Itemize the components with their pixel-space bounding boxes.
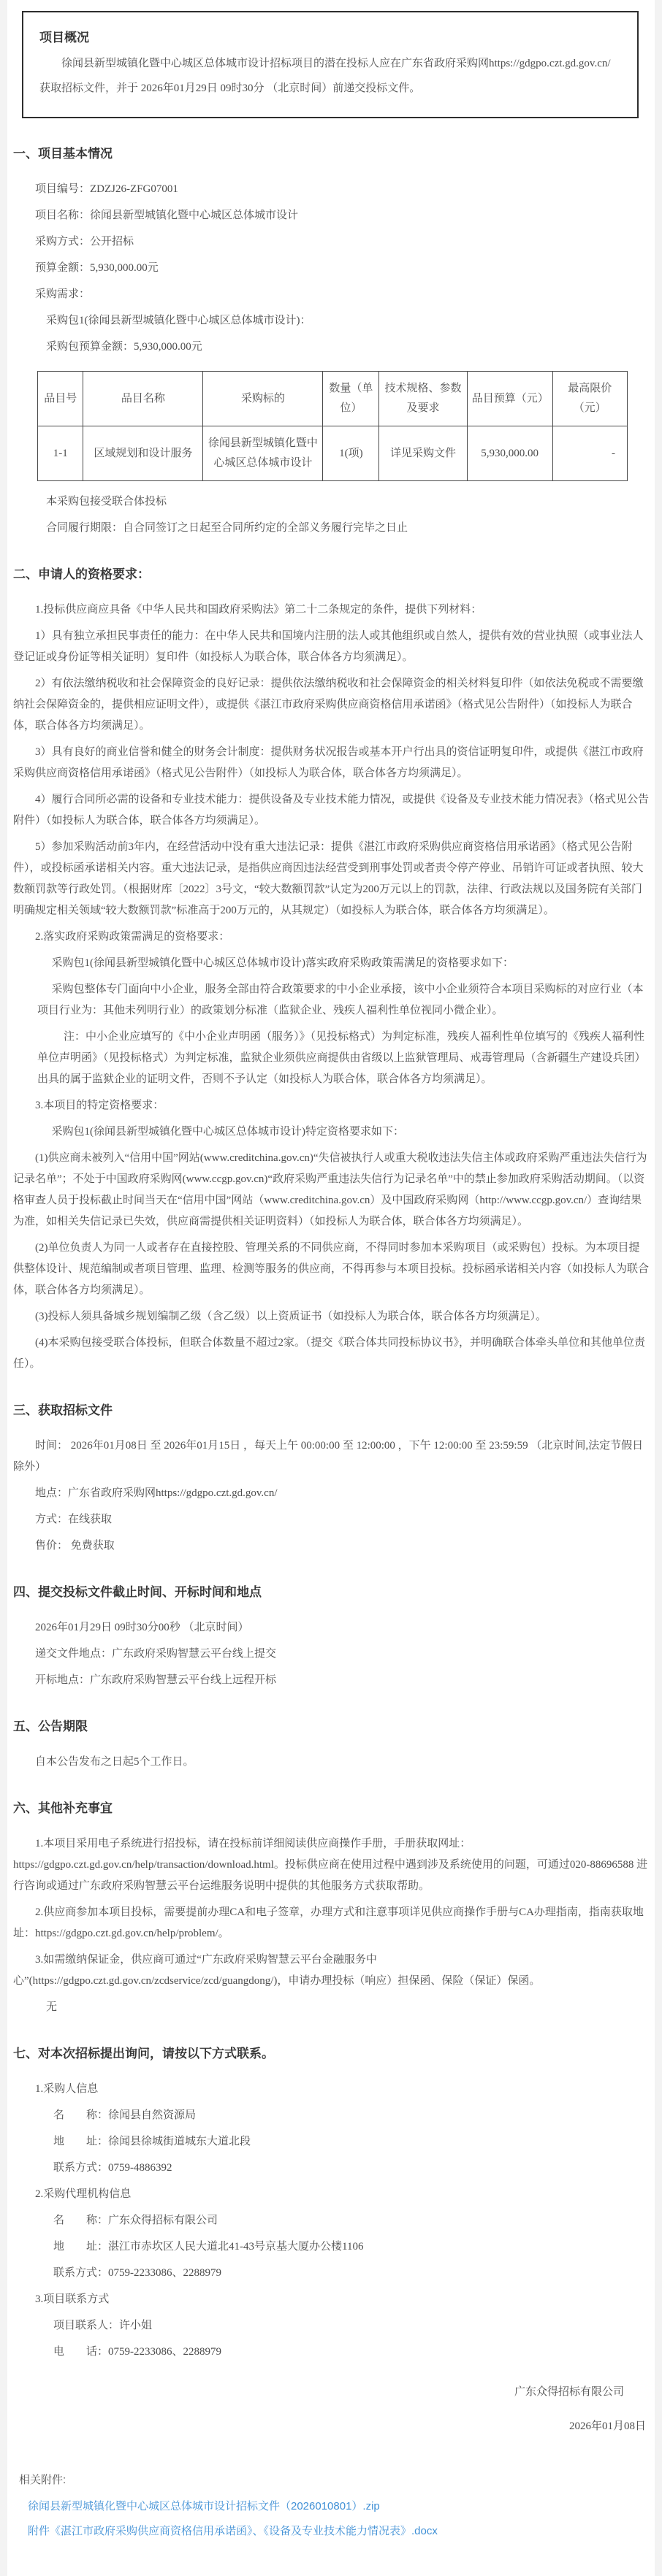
header-item-name: 品目名称 <box>83 372 203 426</box>
cell-quantity: 1(项) <box>323 426 379 481</box>
project-number-line <box>13 179 649 200</box>
procurement-demand-label: 采购需求： <box>35 288 91 300</box>
supplement-para: 3.如需缴纳保证金，供应商可通过“广东政府采购智慧云平台金融服务中心”(https://gdgpo.czt.gd.gov.cn/zcdservice/zcd/guangdong/)，申请办理投标（响应）担保函、保险（保证）保函。 <box>13 1954 541 1987</box>
qualification-note: 注：中小企业应填写的《中小企业声明函（服务）》（见投标格式）为判定标准，残疾人福利性单位填写的《残疾人福利性单位声明函》（见投标格式）为判定标准，监狱企业须供应商提供由省级以上监狱管理局、戒毒管理局（含新疆生产建设兵团）出具的属于监狱企业的证明文件，否则不予认定（如投标人为联合体，联合体各方均须满足）。 <box>37 1031 646 1085</box>
supplement-para: 2.供应商参加本项目投标，需要提前办理CA和电子签章，办理方式和注意事项详见供应商操作手册与CA办理指南，指南获取地址：https://gdgpo.czt.gd.gov.cn/help/problem/。 <box>13 1906 644 1939</box>
section-3-heading: 三、获取招标文件 <box>13 1403 113 1417</box>
signature-agency: 广东众得招标有限公司 <box>514 2386 624 2398</box>
agency-name-line: 名 称：广东众得招标有限公司 <box>53 2215 218 2226</box>
attachment-link-docx[interactable]: 附件《湛江市政府采购供应商资格信用承诺函》、《设备及专业技术能力情况表》.docx <box>28 2525 438 2537</box>
table-row <box>38 426 628 481</box>
header-tech-spec: 技术规格、参数及要求 <box>379 372 467 426</box>
budget-amount-label: 预算金额： <box>35 262 91 274</box>
cell-max-price: - <box>552 426 627 481</box>
attachment-link-zip[interactable]: 徐闻县新型城镇化暨中心城区总体城市设计招标文件（2026010801）.zip <box>28 2500 380 2512</box>
header-item-budget: 品目预算（元） <box>467 372 552 426</box>
agency-phone-line: 联系方式：0759-2233086、2288979 <box>53 2267 221 2279</box>
header-procurement-target: 采购标的 <box>203 372 323 426</box>
deadline-line: 2026年01月29日 09时30分00秒 （北京时间） <box>35 1622 249 1633</box>
qualification-para: 采购包1(徐闻县新型城镇化暨中心城区总体城市设计)落实政府采购政策需满足的资格要求如下： <box>51 957 514 969</box>
project-contact-title: 3.项目联系方式 <box>35 2293 110 2305</box>
project-contact-phone-line: 电 话：0759-2233086、2288979 <box>53 2346 221 2358</box>
purchaser-name-line: 名 称：徐闻县自然资源局 <box>53 2109 197 2121</box>
procurement-method-label: 采购方式： <box>35 236 91 248</box>
supplement-para: 1.本项目采用电子系统进行招投标，请在投标前详细阅读供应商操作手册，手册获取网址：https://gdgpo.czt.gd.gov.cn/help/transaction/download.html。投标供应商在使用过程中遇到涉及系统使用的问题，可通过020-88696588 进行咨询或通过广东政府采购智慧云平台运维服务说明中提供的其他服务方式获取帮助。 <box>13 1838 648 1892</box>
doc-obtain-method-line: 方式：在线获取 <box>35 1514 113 1525</box>
qualification-para: 2.落实政府采购政策需满足的资格要求： <box>35 931 230 943</box>
project-contact-person-line: 项目联系人：许小姐 <box>53 2320 153 2331</box>
project-name-value: 徐闻县新型城镇化暨中心城区总体城市设计 <box>90 210 299 221</box>
qualification-para: 3）具有良好的商业信誉和健全的财务会计制度：提供财务状况报告或基本开户行出具的资信证明复印件，或提供《湛江市政府采购供应商资格信用承诺函》（格式见公告附件）（如投标人为联合体，联合体各方均须满足）。 <box>13 746 644 779</box>
announcement-document <box>7 0 655 2576</box>
section-4-heading: 四、提交投标文件截止时间、开标时间和地点 <box>13 1585 262 1599</box>
accept-joint-bid-line: 本采购包接受联合体投标 <box>46 496 167 507</box>
procurement-demand-line <box>13 284 649 305</box>
procurement-items-table <box>37 371 628 481</box>
agency-address-line: 地 址：湛江市赤坎区人民大道北41-43号京基大厦办公楼1106 <box>53 2241 364 2253</box>
purchaser-phone-line: 联系方式：0759-4886392 <box>53 2162 172 2174</box>
overview-title: 项目概况 <box>39 31 89 45</box>
cell-item-budget: 5,930,000.00 <box>467 426 552 481</box>
cell-item-name: 区域规划和设计服务 <box>83 426 203 481</box>
signature-date: 2026年01月08日 <box>568 2420 646 2432</box>
project-number-value: ZDZJ26-ZFG07001 <box>90 183 178 195</box>
qualification-para: 2）有依法缴纳税收和社会保障资金的良好记录：提供依法缴纳税收和社会保障资金的相关材料复印件（如依法免税或不需要缴纳社会保障资金的，提供相应证明文件），或提供《湛江市政府采购供应商资格信用承诺函》（格式见公告附件）（如投标人为联合体，联合体各方均须满足）。 <box>13 678 644 732</box>
qualification-para: 1）具有独立承担民事责任的能力：在中华人民共和国境内注册的法人或其他组织或自然人，提供有效的营业执照（或事业法人登记证或身份证等相关证明）复印件（如投标人为联合体，联合体各方均须满足）。 <box>13 630 644 663</box>
project-name-label: 项目名称： <box>35 210 91 221</box>
qualification-para: 3.本项目的特定资格要求： <box>35 1100 164 1111</box>
cell-item-no: 1-1 <box>38 426 83 481</box>
package-budget-label: 采购包预算金额： <box>46 341 134 353</box>
doc-obtain-price-line: 售价： 免费获取 <box>35 1540 115 1552</box>
package-line: 采购包1(徐闻县新型城镇化暨中心城区总体城市设计)： <box>46 315 311 326</box>
header-item-no: 品目号 <box>38 372 83 426</box>
purchaser-info-title: 1.采购人信息 <box>35 2083 99 2095</box>
contract-term-line: 合同履行期限：自合同签订之日起至合同所约定的全部义务履行完毕之日止 <box>46 522 408 534</box>
doc-obtain-time-line: 时间： 2026年01月08日 至 2026年01月15日 ，每天上午 00:00:00 至 12:00:00 ，下午 12:00:00 至 23:59:59 （北京时间,法定节假日除外） <box>13 1440 644 1473</box>
budget-amount-value: 5,930,000.00元 <box>90 262 159 274</box>
project-number-label: 项目编号： <box>35 183 91 195</box>
qualification-para: (3)投标人须具备城乡规划编制乙级（含乙级）以上资质证书（如投标人为联合体，联合体各方均须满足）。 <box>35 1311 547 1322</box>
agency-info-title: 2.采购代理机构信息 <box>35 2188 132 2200</box>
qualification-para: 1.投标供应商应具备《中华人民共和国政府采购法》第二十二条规定的条件，提供下列材料： <box>35 604 482 616</box>
section-5-heading: 五、公告期限 <box>13 1720 88 1733</box>
qualification-para: 4）履行合同所必需的设备和专业技术能力：提供设备及专业技术能力情况，或提供《设备及专业技术能力情况表》（格式见公告附件）（如投标人为联合体，联合体各方均须满足）。 <box>13 794 650 827</box>
budget-amount-line <box>13 258 649 279</box>
qualification-para: 采购包1(徐闻县新型城镇化暨中心城区总体城市设计)特定资格要求如下： <box>51 1126 404 1138</box>
header-max-price: 最高限价（元） <box>552 372 627 426</box>
table-header-row <box>38 372 628 426</box>
cell-procurement-target: 徐闻县新型城镇化暨中心城区总体城市设计 <box>203 426 323 481</box>
announcement-period-line: 自本公告发布之日起5个工作日。 <box>35 1756 194 1768</box>
project-name-line <box>13 205 649 226</box>
supplement-none-line: 无 <box>46 2001 58 2013</box>
submit-place-line: 递交文件地点：广东政府采购智慧云平台线上提交 <box>35 1648 277 1660</box>
attachments-label: 相关附件: <box>19 2474 66 2486</box>
overview-text: 徐闻县新型城镇化暨中心城区总体城市设计招标项目的潜在投标人应在广东省政府采购网https://gdgpo.czt.gd.gov.cn/获取招标文件，并于 2026年01月29日 09时30分 （北京时间）前递交投标文件。 <box>39 58 611 94</box>
section-1-heading: 一、项目基本情况 <box>13 147 113 161</box>
purchaser-address-line: 地 址：徐闻县徐城街道城东大道北段 <box>53 2136 251 2147</box>
qualification-para: (1)供应商未被列入“信用中国”网站(www.creditchina.gov.cn)“失信被执行人或重大税收违法失信主体或政府采购严重违法失信行为记录名单”；不处于中国政府采购网(www.ccgp.gov.cn)“政府采购严重违法失信行为记录名单”中的禁止参加政府采购活动期间。（以资格审查人员于投标截止时间当天在“信用中国”网站（www.creditchina.gov.cn）及中国政府采购网（http://www.ccgp.gov.cn/）查询结果为准，如相关失信记录已失效，供应商需提供相关证明资料）（如投标人为联合体，联合体各方均须满足）。 <box>13 1152 647 1227</box>
related-attachments-section <box>13 2471 649 2541</box>
open-bid-place-line: 开标地点：广东政府采购智慧云平台线上远程开标 <box>35 1674 277 1686</box>
cell-tech-spec: 详见采购文件 <box>379 426 467 481</box>
procurement-method-line <box>13 231 649 253</box>
package-budget-line <box>13 337 649 358</box>
qualification-para: 5）参加采购活动前3年内，在经营活动中没有重大违法记录：提供《湛江市政府采购供应商资格信用承诺函》（格式见公告附件），或投标函承诺相关内容。重大违法记录，是指供应商因违法经营受到刑事处罚或者责令停产停业、吊销许可证或者执照、较大数额罚款等行政处罚。（根据财库〔2022〕3号文，“较大数额罚款”认定为200万元以上的罚款，法律、行政法规以及国务院有关部门明确规定相关领域“较大数额罚款”标准高于200万元的，从其规定）（如投标人为联合体，联合体各方均须满足）。 <box>13 841 644 916</box>
project-overview-box <box>22 11 639 118</box>
procurement-method-value: 公开招标 <box>90 236 134 248</box>
qualification-para: (4)本采购包接受联合体投标，但联合体数量不超过2家。（提交《联合体共同投标协议书》，并明确联合体牵头单位和其他单位责任）。 <box>13 1337 645 1370</box>
qualification-para: 采购包整体专门面向中小企业，服务全部由符合政策要求的中小企业承接，该中小企业须符合本项目采购标的对应行业（本项目行业为：其他未列明行业）的政策划分标准（监狱企业、残疾人福利性单位视同小微企业）。 <box>37 984 644 1016</box>
qualification-para: (2)单位负责人为同一人或者存在直接控股、管理关系的不同供应商，不得同时参加本采购项目（或采购包）投标。为本项目提供整体设计、规范编制或者项目管理、监理、检测等服务的供应商，不得再参与本项目投标。投标函承诺相关内容（如投标人为联合体，联合体各方均须满足）。 <box>13 1242 650 1296</box>
package-budget-value: 5,930,000.00元 <box>134 341 202 353</box>
section-7-heading: 七、对本次招标提出询问，请按以下方式联系。 <box>13 2047 274 2061</box>
section-2-heading: 二、申请人的资格要求： <box>13 567 150 581</box>
doc-obtain-place-line: 地点：广东省政府采购网https://gdgpo.czt.gd.gov.cn/ <box>35 1487 278 1499</box>
section-6-heading: 六、其他补充事宜 <box>13 1801 113 1815</box>
header-quantity: 数量（单位） <box>323 372 379 426</box>
